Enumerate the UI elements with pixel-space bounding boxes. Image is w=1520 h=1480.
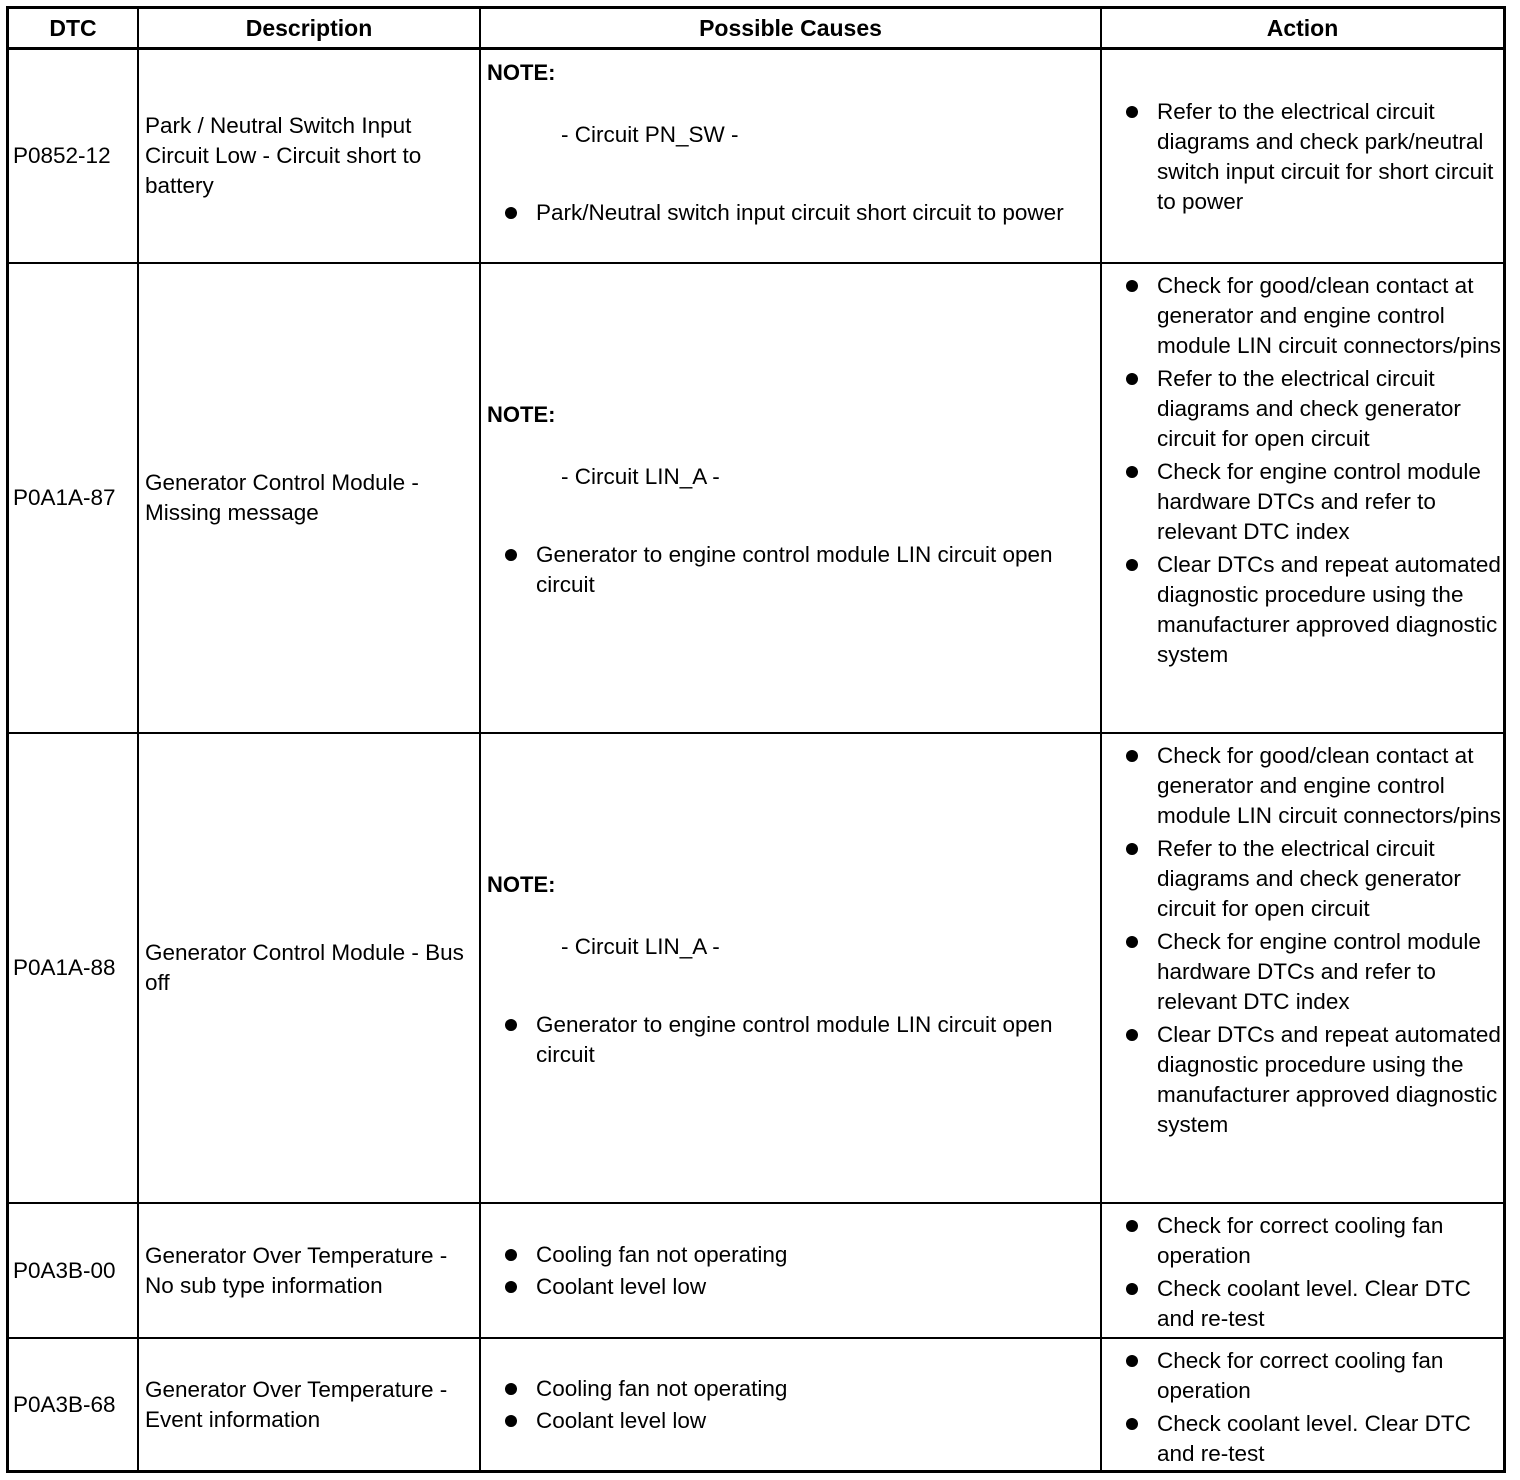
header-action: Action xyxy=(1100,9,1503,47)
header-description: Description xyxy=(137,9,479,47)
causes-list xyxy=(481,198,1100,228)
list-item xyxy=(1102,927,1503,1017)
causes-list xyxy=(481,1010,1100,1070)
action-text: Check for correct cooling fan operation xyxy=(1157,1213,1444,1268)
bullet-icon xyxy=(1126,1220,1138,1232)
dtc-code: P0852-12 xyxy=(13,143,111,168)
note-label: NOTE: xyxy=(487,872,556,897)
list-item xyxy=(1102,1274,1503,1334)
causes-list xyxy=(481,540,1100,600)
table-row xyxy=(9,734,1503,1204)
action-text: Refer to the electrical circuit diagrams and check generator circuit for open circuit xyxy=(1157,836,1461,921)
action-cell xyxy=(1100,1204,1503,1337)
description-text: Park / Neutral Switch Input Circuit Low - Circuit short to battery xyxy=(145,113,422,198)
action-text: Refer to the electrical circuit diagrams and check park/neutral switch input circuit for short circuit to power xyxy=(1157,99,1494,214)
bullet-icon xyxy=(1126,106,1138,118)
list-item xyxy=(1102,457,1503,547)
dtc-table xyxy=(6,6,1506,1473)
list-item xyxy=(1102,97,1503,217)
bullet-icon xyxy=(505,207,517,219)
bullet-icon xyxy=(1126,1355,1138,1367)
description-text: Generator Control Module - Missing message xyxy=(145,470,419,525)
action-text: Check coolant level. Clear DTC and re-test xyxy=(1157,1276,1471,1331)
bullet-icon xyxy=(1126,1418,1138,1430)
list-item xyxy=(481,540,1100,600)
actions-list xyxy=(1102,1211,1503,1337)
list-item xyxy=(1102,1346,1503,1406)
list-item xyxy=(481,1374,1100,1404)
dtc-code: P0A3B-68 xyxy=(13,1391,116,1417)
list-item xyxy=(1102,271,1503,361)
list-item xyxy=(1102,1020,1503,1140)
bullet-icon xyxy=(505,1383,517,1395)
list-item xyxy=(1102,1211,1503,1271)
bullet-icon xyxy=(1126,466,1138,478)
actions-list xyxy=(1102,741,1503,1143)
cause-text: Cooling fan not operating xyxy=(536,1241,788,1267)
header-dtc: DTC xyxy=(49,14,97,41)
action-cell xyxy=(1100,264,1503,732)
list-item xyxy=(481,198,1100,228)
bullet-icon xyxy=(1126,750,1138,762)
list-item xyxy=(481,1272,1100,1302)
cause-text: Coolant level low xyxy=(536,1407,707,1433)
bullet-icon xyxy=(1126,1029,1138,1041)
list-item xyxy=(1102,1409,1503,1469)
list-item xyxy=(481,1240,1100,1270)
description-text: Generator Over Temperature - Event information xyxy=(145,1376,448,1432)
circuit-label: - Circuit LIN_A - xyxy=(561,934,720,959)
list-item xyxy=(481,1010,1100,1070)
action-text: Clear DTCs and repeat automated diagnostic procedure using the manufacturer approved diagnostic system xyxy=(1157,1022,1501,1137)
dtc-code: P0A1A-88 xyxy=(13,955,116,980)
action-cell xyxy=(1100,50,1503,262)
dtc-description xyxy=(137,264,479,732)
action-text: Check for good/clean contact at generator and engine control module LIN circuit connectors/pins xyxy=(1157,273,1501,358)
actions-list xyxy=(1102,271,1503,673)
circuit-label: - Circuit PN_SW - xyxy=(561,122,739,147)
description-text: Generator Control Module - Bus off xyxy=(145,940,464,995)
bullet-icon xyxy=(505,1415,517,1427)
possible-causes-cell xyxy=(479,734,1100,1202)
dtc-description xyxy=(137,734,479,1202)
cause-text: Park/Neutral switch input circuit short circuit to power xyxy=(536,200,1064,225)
table-row xyxy=(9,1339,1503,1470)
table-row xyxy=(9,50,1503,264)
possible-causes-cell xyxy=(479,1339,1100,1470)
bullet-icon xyxy=(505,1249,517,1261)
cause-text: Generator to engine control module LIN circuit open circuit xyxy=(536,1012,1053,1067)
cause-text: Cooling fan not operating xyxy=(536,1375,788,1401)
bullet-icon xyxy=(1126,936,1138,948)
action-text: Clear DTCs and repeat automated diagnostic procedure using the manufacturer approved diagnostic system xyxy=(1157,552,1501,667)
list-item xyxy=(1102,364,1503,454)
dtc-description xyxy=(137,1339,479,1470)
bullet-icon xyxy=(1126,373,1138,385)
actions-list xyxy=(1102,97,1503,220)
dtc-code: P0A3B-00 xyxy=(13,1257,116,1283)
possible-causes-cell xyxy=(479,50,1100,262)
causes-list xyxy=(481,1374,1100,1436)
bullet-icon xyxy=(505,1281,517,1293)
action-cell xyxy=(1100,734,1503,1202)
dtc-description xyxy=(137,1204,479,1337)
table-row xyxy=(9,264,1503,734)
possible-causes-cell xyxy=(479,264,1100,732)
possible-causes-cell xyxy=(479,1204,1100,1337)
note-label: NOTE: xyxy=(487,60,556,85)
bullet-icon xyxy=(505,549,517,561)
note-label: NOTE: xyxy=(487,402,556,427)
action-text: Check for engine control module hardware DTCs and refer to relevant DTC index xyxy=(1157,459,1481,544)
header-possible-causes: Possible Causes xyxy=(479,9,1100,47)
list-item xyxy=(1102,550,1503,670)
causes-list xyxy=(481,1240,1100,1302)
dtc-code: P0A1A-87 xyxy=(13,485,116,510)
action-text: Check for good/clean contact at generator and engine control module LIN circuit connectors/pins xyxy=(1157,743,1501,828)
table-header xyxy=(9,9,1503,50)
list-item xyxy=(1102,834,1503,924)
bullet-icon xyxy=(1126,1283,1138,1295)
action-text: Refer to the electrical circuit diagrams and check generator circuit for open circuit xyxy=(1157,366,1461,451)
description-text: Generator Over Temperature - No sub type information xyxy=(145,1242,448,1298)
bullet-icon xyxy=(505,1019,517,1031)
list-item xyxy=(1102,741,1503,831)
bullet-icon xyxy=(1126,559,1138,571)
action-text: Check coolant level. Clear DTC and re-test xyxy=(1157,1411,1471,1466)
actions-list xyxy=(1102,1346,1503,1472)
list-item xyxy=(481,1406,1100,1436)
cause-text: Generator to engine control module LIN circuit open circuit xyxy=(536,542,1053,597)
cause-text: Coolant level low xyxy=(536,1273,707,1299)
action-text: Check for engine control module hardware DTCs and refer to relevant DTC index xyxy=(1157,929,1481,1014)
dtc-description xyxy=(137,50,479,262)
action-text: Check for correct cooling fan operation xyxy=(1157,1348,1444,1403)
action-cell xyxy=(1100,1339,1503,1470)
circuit-label: - Circuit LIN_A - xyxy=(561,464,720,489)
bullet-icon xyxy=(1126,843,1138,855)
table-row xyxy=(9,1204,1503,1339)
bullet-icon xyxy=(1126,280,1138,292)
